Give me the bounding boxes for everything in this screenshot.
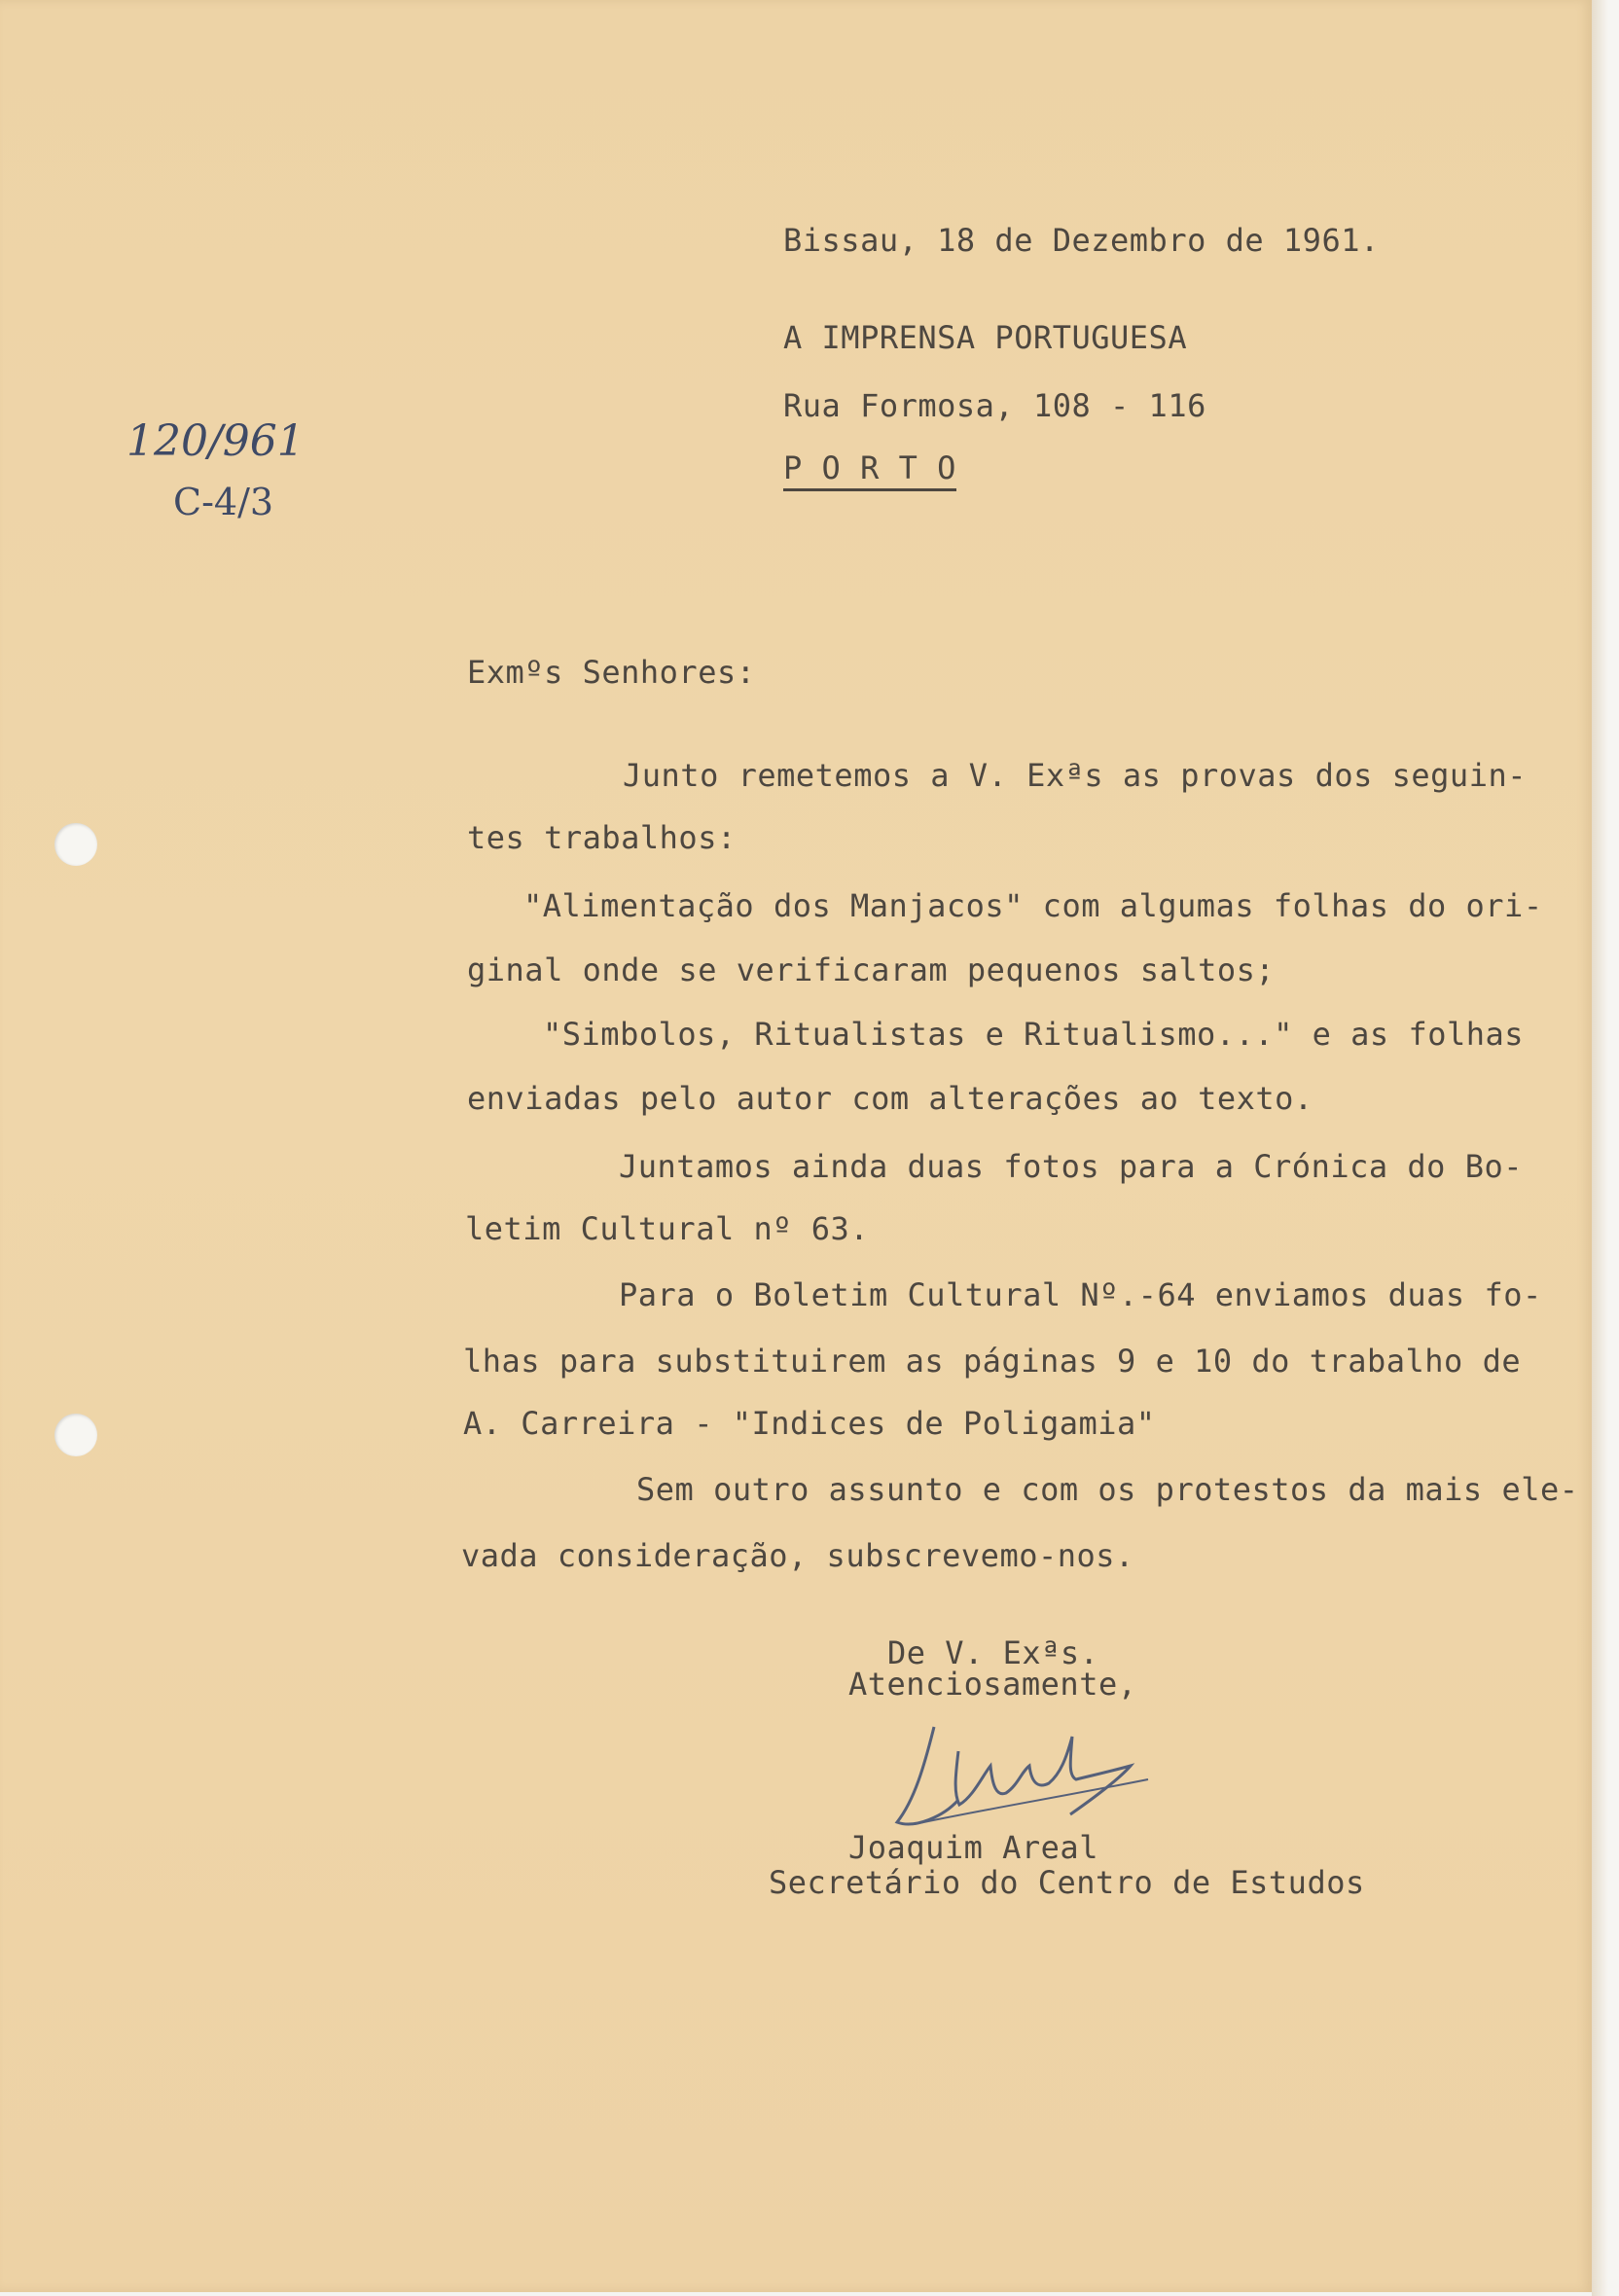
body-line: Sem outro assunto e com os protestos da mais ele-	[636, 1471, 1579, 1508]
paper-edge	[1592, 0, 1619, 2296]
body-line: Junto remetemos a V. Exªs as provas dos seguin-	[623, 757, 1527, 794]
recipient-city: P O R T O	[783, 449, 956, 491]
place-date: Bissau, 18 de Dezembro de 1961.	[783, 222, 1380, 259]
signatory-name: Joaquim Areal	[848, 1829, 1098, 1866]
signatory-title: Secretário do Centro de Estudos	[769, 1864, 1365, 1901]
recipient-name: A IMPRENSA PORTUGUESA	[783, 319, 1188, 356]
body-line: Para o Boletim Cultural Nº.-64 enviamos duas fo-	[619, 1276, 1542, 1313]
body-line: "Simbolos, Ritualistas e Ritualismo..." e as folhas	[543, 1016, 1525, 1053]
body-line: "Alimentação dos Manjacos" com algumas folhas do ori-	[523, 887, 1543, 924]
body-line: enviadas pelo autor com alterações ao texto.	[467, 1080, 1313, 1117]
recipient-street: Rua Formosa, 108 - 116	[783, 387, 1206, 424]
punch-hole-top	[54, 823, 97, 866]
closing-line: De V. Exªs.	[887, 1634, 1099, 1671]
salutation: Exmºs Senhores:	[467, 654, 756, 691]
closing-line: Atenciosamente,	[848, 1666, 1137, 1703]
reference-code: C-4/3	[173, 481, 274, 523]
body-line: vada consideração, subscrevemo-nos.	[461, 1537, 1134, 1574]
body-line: lhas para substituirem as páginas 9 e 10 do trabalho de	[463, 1343, 1522, 1380]
reference-number: 120/961	[126, 416, 305, 466]
punch-hole-bottom	[54, 1414, 97, 1456]
body-line: A. Carreira - "Indices de Poligamia"	[463, 1405, 1156, 1442]
body-line: letim Cultural nº 63.	[465, 1210, 870, 1247]
body-line: tes trabalhos:	[467, 819, 737, 856]
body-line: ginal onde se verificaram pequenos saltos;	[467, 951, 1276, 988]
body-line: Juntamos ainda duas fotos para a Crónica do Bo-	[619, 1148, 1523, 1185]
